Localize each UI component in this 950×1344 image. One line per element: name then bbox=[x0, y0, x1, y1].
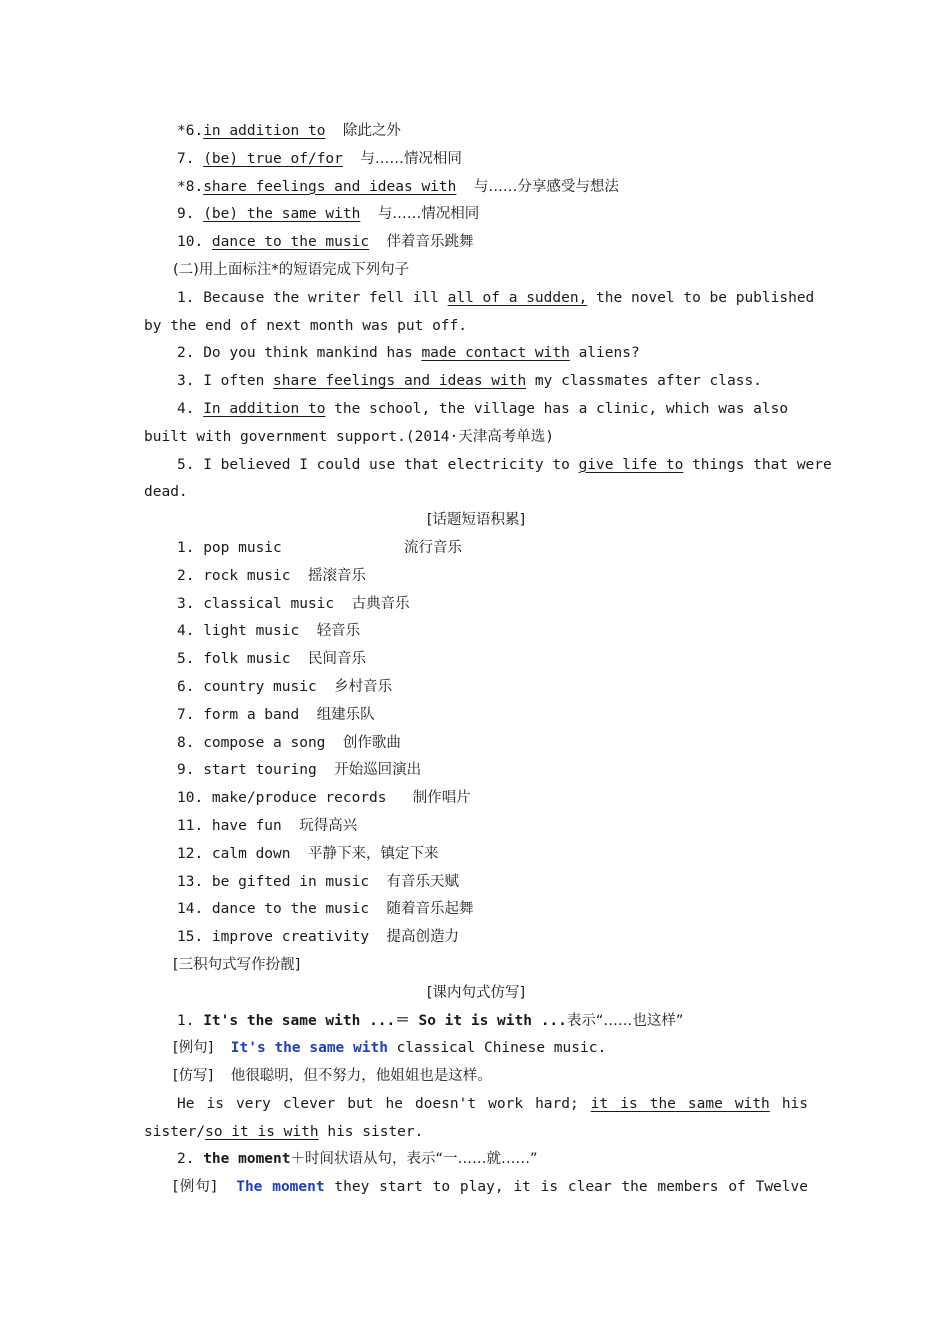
sentence-3: 3. I often share feelings and ideas with my classmates after class. bbox=[177, 373, 762, 390]
topic-phrase: 12. calm down 平静下来，镇定下来 bbox=[177, 845, 439, 862]
topic-heading: [话题短语积累] bbox=[426, 512, 526, 529]
sentence-5-cont: dead. bbox=[144, 484, 188, 501]
topic-phrase: 8. compose a song 创作歌曲 bbox=[177, 734, 401, 751]
topic-phrase: 5. folk music 民间音乐 bbox=[177, 651, 366, 668]
phrase-10: 10. dance to the music 伴着音乐跳舞 bbox=[177, 234, 474, 251]
phrase-7: 7. (be) true of/for 与……情况相同 bbox=[177, 150, 462, 167]
topic-phrase: 4. light music 轻音乐 bbox=[177, 623, 361, 640]
section-heading: (二)用上面标注*的短语完成下列句子 bbox=[173, 261, 410, 278]
pattern-2-title: 2. the moment＋时间状语从句，表示“一……就……” bbox=[177, 1151, 538, 1168]
topic-phrase: 14. dance to the music 随着音乐起舞 bbox=[177, 901, 474, 918]
sentence-4: 4. In addition to the school, the village has a clinic, which was also bbox=[177, 400, 789, 417]
pattern-1-example: [例句] It's the same with classical Chinese music. bbox=[173, 1040, 607, 1057]
phrase-answer: (be) the same with bbox=[203, 206, 361, 223]
phrase-8: *8.share feelings and ideas with 与……分享感受与想法 bbox=[177, 178, 619, 195]
sentence-2: 2. Do you think mankind has made contact with aliens? bbox=[177, 345, 640, 362]
topic-phrase: 9. start touring 开始巡回演出 bbox=[177, 762, 422, 779]
section-heading: [三积句式写作扮靓] bbox=[173, 956, 301, 973]
phrase-answer: dance to the music bbox=[211, 234, 370, 251]
sentence-1: 1. Because the writer fell ill all of a sudden, the novel to be published bbox=[177, 289, 815, 306]
sentence-5: 5. I believed I could use that electricity to give life to things that were bbox=[177, 456, 832, 473]
pattern-1-imitation: [仿写] 他很聪明，但不努力，他姐姐也是这样。 bbox=[173, 1068, 492, 1085]
topic-phrase: 11. have fun 玩得高兴 bbox=[177, 817, 358, 834]
sentence-4-cont: built with government support.(2014·天津高考单选) bbox=[144, 428, 554, 445]
pattern-1-answer-cont: sister/so it is with his sister. bbox=[144, 1123, 424, 1140]
pattern-2-example: [例句] The moment they start to play, it is clear the members of Twelve bbox=[173, 1179, 808, 1196]
pattern-1-title: 1. It's the same with ...＝ So it is with ...表示“……也这样” bbox=[177, 1012, 684, 1029]
phrase-answer: in addition to bbox=[203, 123, 326, 139]
sentence-1-cont: by the end of next month was put off. bbox=[144, 317, 468, 334]
topic-phrase: 13. be gifted in music 有音乐天赋 bbox=[177, 873, 460, 890]
topic-phrase: 10. make/produce records 制作唱片 bbox=[177, 790, 471, 807]
topic-phrase: 6. country music 乡村音乐 bbox=[177, 678, 393, 695]
phrase-answer: share feelings and ideas with bbox=[203, 178, 457, 195]
document-page bbox=[144, 118, 832, 1202]
topic-phrase: 3. classical music 古典音乐 bbox=[177, 595, 410, 612]
topic-phrase: 2. rock music 摇滚音乐 bbox=[177, 567, 366, 584]
topic-phrase: 15. improve creativity 提高创造力 bbox=[177, 929, 460, 946]
pattern-1-answer: He is very clever but he doesn't work hard; it is the same with his bbox=[177, 1095, 809, 1112]
pattern-heading: [课内句式仿写] bbox=[426, 984, 526, 1001]
phrase-answer: (be) true of/for bbox=[203, 150, 343, 167]
topic-phrase: 1. pop music 流行音乐 bbox=[177, 539, 462, 556]
phrase-6: *6.in addition to 除此之外 bbox=[177, 123, 401, 139]
phrase-9: 9. (be) the same with 与……情况相同 bbox=[177, 206, 480, 223]
topic-phrase: 7. form a band 组建乐队 bbox=[177, 706, 375, 723]
